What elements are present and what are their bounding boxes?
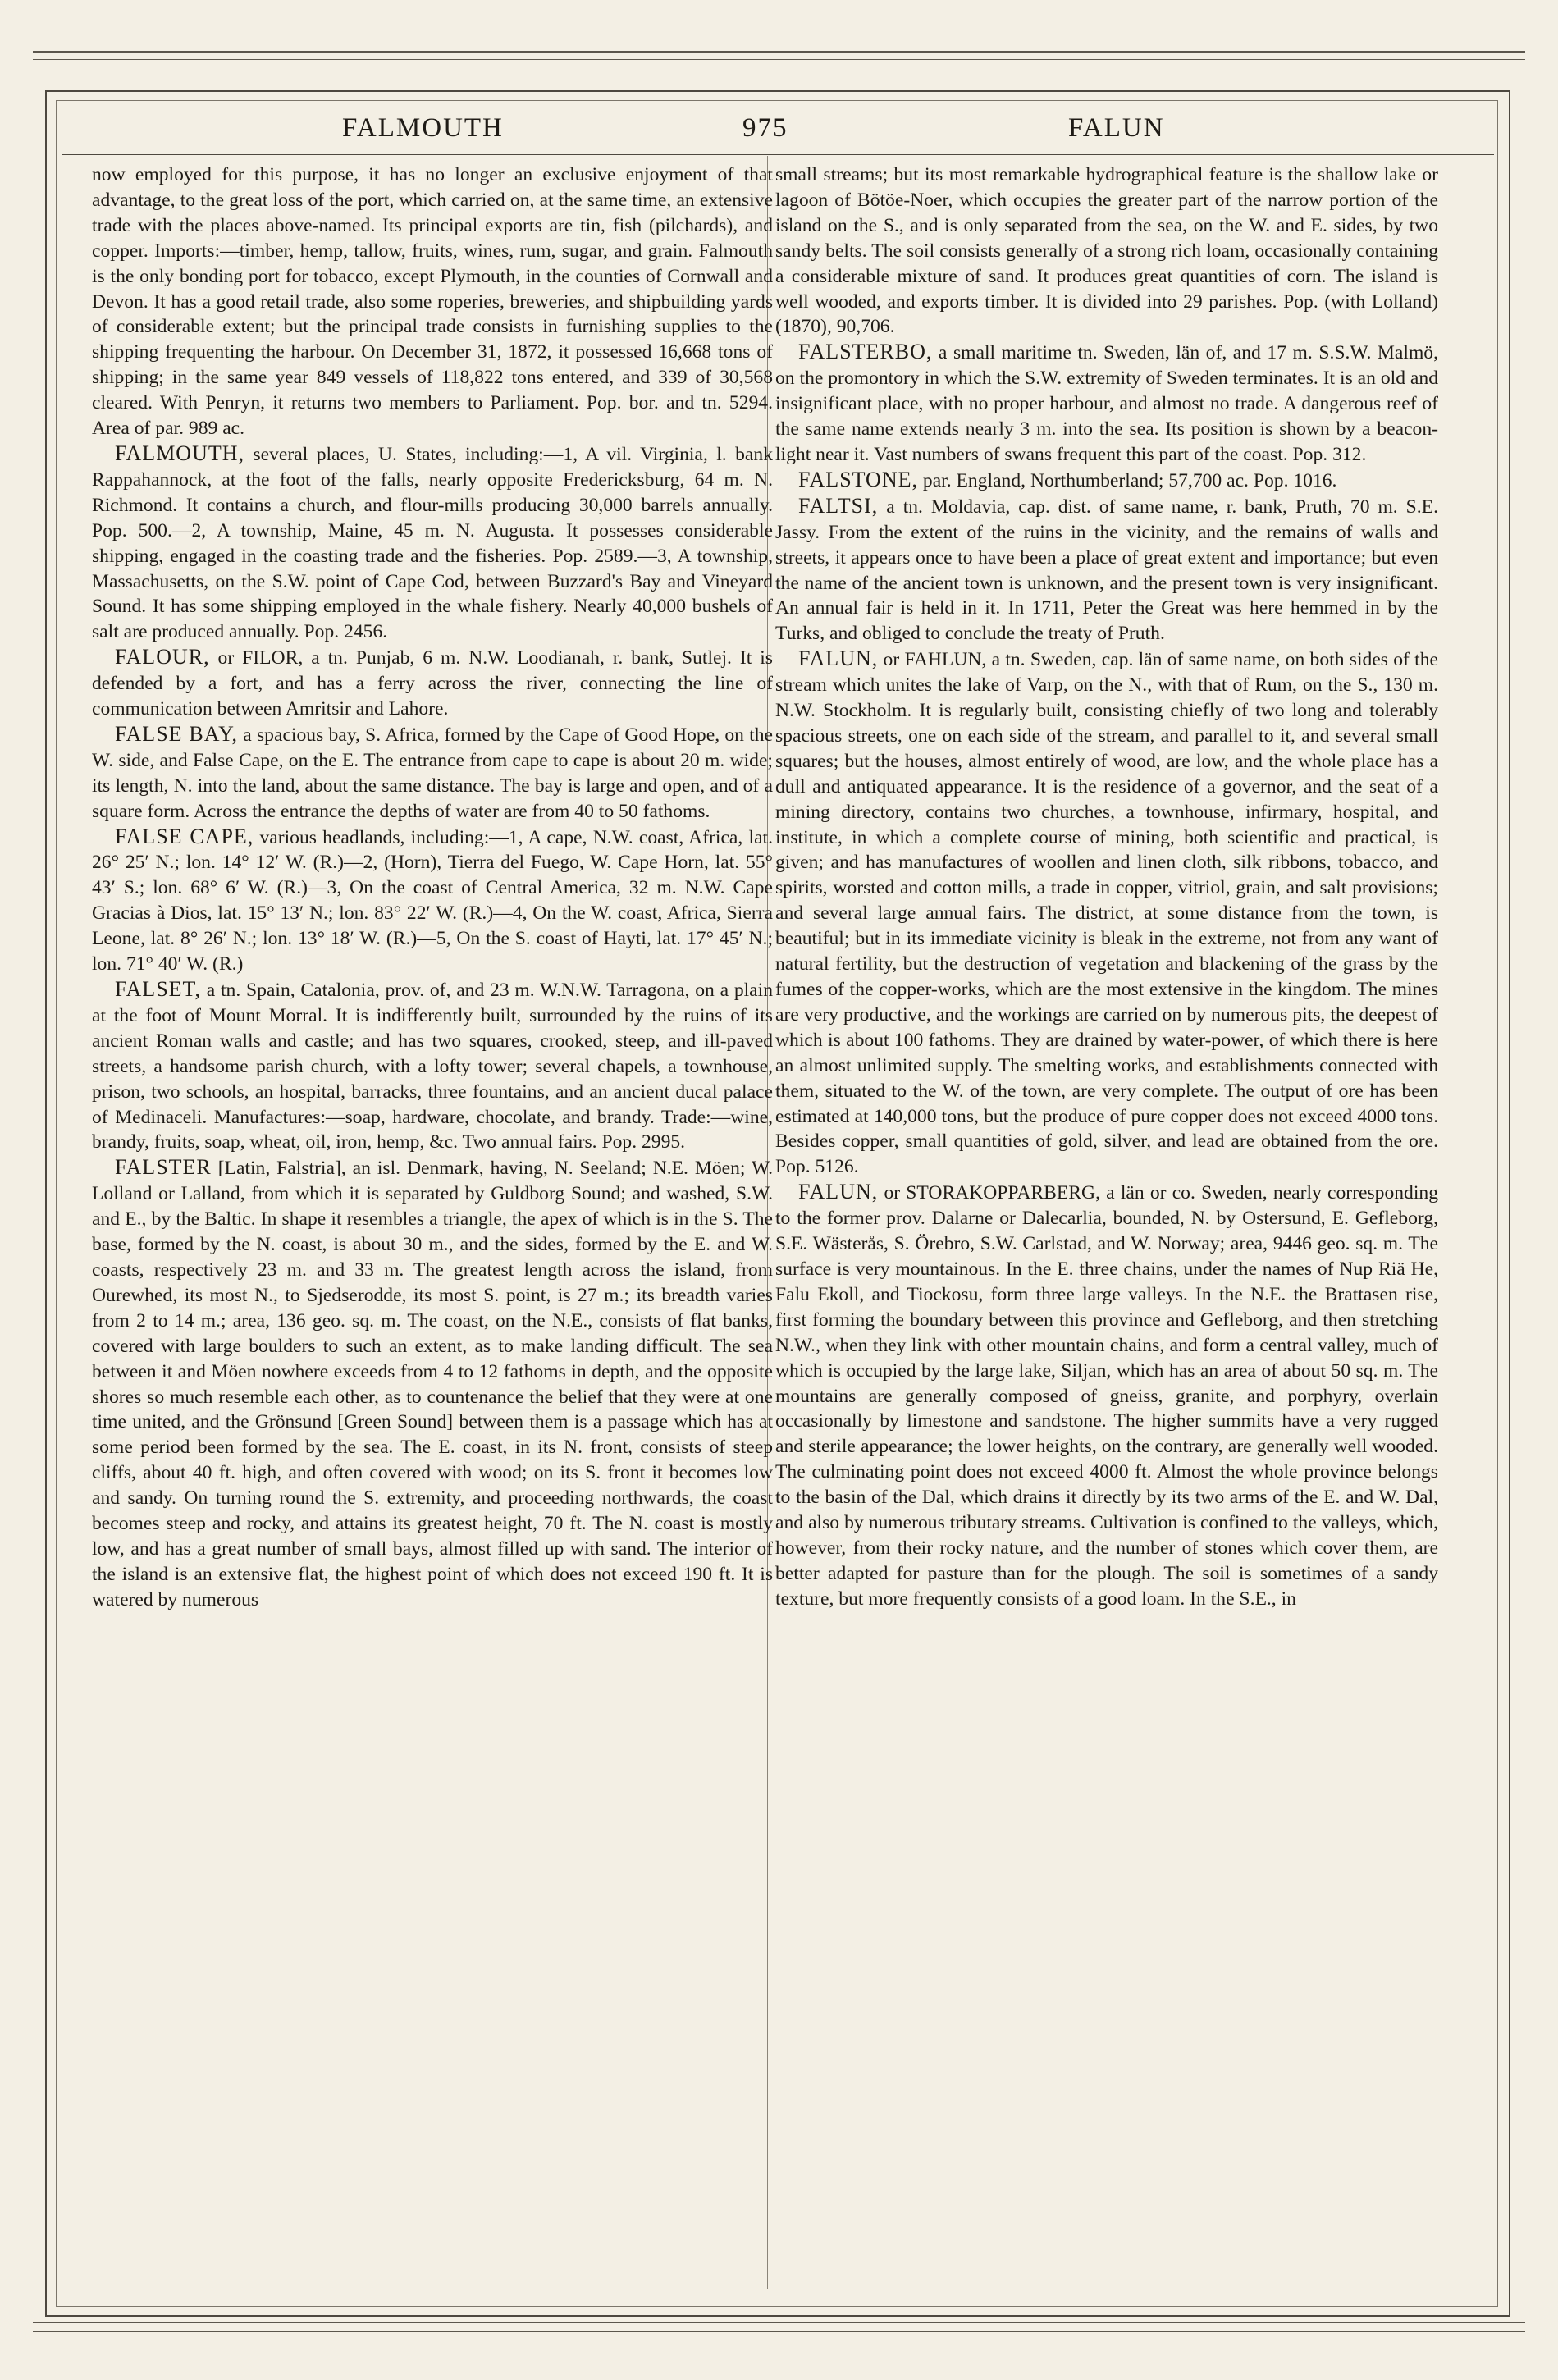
header-right-word: FALUN <box>1068 113 1165 143</box>
headword: FALSTERBO, <box>798 340 933 364</box>
entry-body: various headlands, including:—1, A cape, N.W. coast, Africa, lat. 26° 25′ N.; lon. 14° 12′ W. (R.)—2, (Horn), Tierra del Fuego, W. Cape Horn, lat. 55° 43′ S.; lon. 68° 6′ W. (R.)—3, On the coast of Central America, 32 m. N.W. Cape Gracias à Dios, lat. 15° 13′ N.; lon. 83° 22′ W. (R.)—4, On the W. coast, Africa, Sierra Leone, lat. 8° 26′ N.; lon. 13° 18′ W. (R.)—5, On the S. coast of Hayti, lat. 17° 45′ N.; lon. 71° 40′ W. (R.) <box>92 826 773 975</box>
entry-body: a spacious bay, S. Africa, formed by the Cape of Good Hope, on the W. side, and False Cape, on the E. The entrance from cape to cape is about 20 m. wide; its length, N. into the land, about the same distance. The bay is large and open, and of a square form. Across the entrance the depths of water are from 40 to 50 fathoms. <box>92 724 773 822</box>
entry-continuation: now employed for this purpose, it has no longer an exclusive enjoyment of that advantage, to the great loss of the port, which carried on, at the same time, an extensive trade with the places above-named. Its principal exports are tin, fish (pilchards), and copper. Imports:—timber, hemp, tallow, fruits, wines, rum, sugar, and grain. Falmouth is the only bonding port for tobacco, except Plymouth, in the counties of Cornwall and Devon. It has a good retail trade, also some roperies, breweries, and shipbuilding yards of considerable extent; but the principal trade consists in furnishing supplies to the shipping frequenting the harbour. On December 31, 1872, it possessed 16,668 tons of shipping; in the same year 849 vessels of 118,822 tons entered, and 339 of 30,568 cleared. With Penryn, it returns two members to Parliament. Pop. bor. and tn. 5294. Area of par. 989 ac. <box>92 164 773 440</box>
top-border-rule <box>33 51 1525 53</box>
entry-false-cape <box>92 825 773 977</box>
headword: FALMOUTH, <box>115 441 245 465</box>
headword: FALSET, <box>115 977 201 1001</box>
entry-body: or FAHLUN, a tn. Sweden, cap. län of same name, on both sides of the stream which unites the lake of Varp, on the N., with that of Rum, on the S., 130 m. N.W. Stockholm. It is regularly built, consisting chiefly of two long and tolerably spacious streets, one on each side of the stream, and parallel to it, and several small squares; but the houses, almost entirely of wood, are low, and the whole place has a dull and antiquated appearance. It is the residence of a governor, and the seat of a mining directory, contains two churches, a townhouse, infirmary, hospital, and institute, in which a complete course of mining, both scientific and practical, is given; and has manufactures of woollen and linen cloth, silk ribbons, tobacco, and spirits, worsted and cotton mills, a trade in copper, vitriol, grain, and salt provisions; and several large annual fairs. The district, at some distance from the town, is beautiful; but in its immediate vicinity is bleak in the extreme, not from any want of natural fertility, but the destruction of vegetation and blackening of the grass by the fumes of the copper-works, which are the most extensive in the kingdom. The mines are very productive, and the workings are carried on by numerous pits, the deepest of which is about 100 fathoms. They are drained by water-power, of which there is here an almost unlimited supply. The smelting works, and establishments connected with them, situated to the W. of the town, are very complete. The output of ore has been estimated at 140,000 tons, but the produce of pure copper does not exceed 4000 tons. Besides copper, small quantities of gold, silver, and lead are obtained from the ore. Pop. 5126. <box>775 649 1438 1178</box>
headword: FALSE CAPE, <box>115 824 254 848</box>
headword: FALSE BAY, <box>115 721 239 746</box>
entry-body: par. England, Northumberland; 57,700 ac. Pop. 1016. <box>918 469 1337 491</box>
entry-falun-town <box>775 646 1438 1180</box>
page-number: 975 <box>742 113 788 143</box>
header-left-word: FALMOUTH <box>342 113 504 143</box>
header-rule <box>62 154 1494 155</box>
left-column <box>92 162 773 2283</box>
entry-body: or FILOR, a tn. Punjab, 6 m. N.W. Loodianah, r. bank, Sutlej. It is defended by a fort, and has a ferry across the river, connecting the line of communication between Amritsir and Lahore. <box>92 647 773 720</box>
right-column <box>775 162 1438 2283</box>
entry-falset <box>92 977 773 1155</box>
headword: FALTSI, <box>798 493 879 518</box>
entry-falmouth-us <box>92 441 773 645</box>
entry-body: a small maritime tn. Sweden, län of, and 17 m. S.S.W. Malmö, on the promontory in which the S.W. extremity of Sweden terminates. It is an old and insignificant place, with no proper harbour, and almost no trade. A dangerous reef of the same name extends nearly 3 m. into the sea. Its position is shown by a beacon-light near it. Vast numbers of swans frequent this part of the coast. Pop. 312. <box>775 342 1438 465</box>
bottom-border-rule <box>33 2322 1525 2323</box>
entry-falsterbo <box>775 340 1438 468</box>
entry-body: a tn. Moldavia, cap. dist. of same name, r. bank, Pruth, 70 m. S.E. Jassy. From the extent of the ruins in the vicinity, and the remains of walls and streets, it appears once to have been a place of great extent and importance; but even the name of the ancient town is unknown, and the present town is very insignificant. An annual fair is held in it. In 1711, Peter the Great was here hemmed in by the Turks, and obliged to conclude the treaty of Pruth. <box>775 496 1438 645</box>
headword: FALUN, <box>798 646 879 671</box>
entry-falun-lan <box>775 1180 1438 1611</box>
headword: FALSTONE, <box>798 467 918 491</box>
entry-falster <box>92 1155 773 1612</box>
entry-body: a tn. Spain, Catalonia, prov. of, and 23 m. W.N.W. Tarragona, on a plain at the foot of Mount Morral. It is indifferently built, surrounded by the ruins of its ancient Roman walls and castle; and has two squares, crooked, steep, and ill-paved streets, a handsome parish church, with a lofty tower; several chapels, a townhouse, prison, two schools, an hospital, barracks, three fountains, and an ancient ducal palace of Medinaceli. Manufactures:—soap, hardware, chocolate, and brandy. Trade:—wine, brandy, fruits, soap, wheat, oil, iron, hemp, &c. Two annual fairs. Pop. 2995. <box>92 980 773 1153</box>
headword: FALSTER <box>115 1155 212 1180</box>
entry-falour <box>92 645 773 722</box>
entry-falstone <box>775 468 1438 494</box>
headword: FALUN, <box>798 1180 879 1204</box>
bottom-border-rule-thin <box>33 2331 1525 2332</box>
entry-body: several places, U. States, including:—1, A vil. Virginia, l. bank Rappahannock, at the foot of the falls, nearly opposite Fredericksburg, 64 m. N. Richmond. It contains a church, and flour-mills producing 30,000 barrels annually. Pop. 500.—2, A township, Maine, 45 m. N. Augusta. It possesses considerable shipping, engaged in the coasting trade and the fisheries. Pop. 2589.—3, A township, Massachusetts, on the S.W. point of Cape Cod, between Buzzard's Bay and Vineyard Sound. It has some shipping employed in the whale fishery. Nearly 40,000 bushels of salt are produced annually. Pop. 2456. <box>92 443 773 643</box>
entry-body: [Latin, Falstria], an isl. Denmark, having, N. Seeland; N.E. Möen; W. Lolland or Lalland, from which it is separated by Guldborg Sound; and washed, S.W. and E., by the Baltic. In shape it resembles a triangle, the apex of which is in the S. The base, formed by the N. coast, is about 30 m., and the sides, formed by the E. and W. coasts, respectively 23 m. and 33 m. The greatest length across the island, from Ourewhed, its most N., to Sjedserodde, its most S. point, is 27 m.; its breadth varies from 2 to 14 m.; area, 136 geo. sq. m. The coast, on the N.E., consists of flat banks, covered with large boulders to such an extent, as to make landing difficult. The sea between it and Möen nowhere exceeds from 4 to 12 fathoms in depth, and the opposite shores so much resemble each other, as to countenance the belief that they were at one time united, and the Grönsund [Green Sound] between them is a passage which has at some period been formed by the sea. The E. coast, in its N. front, consists of steep cliffs, about 40 ft. high, and often covered with wood; on its S. front it becomes low and sandy. On turning round the S. extremity, and proceeding northwards, the coast becomes steep and rocky, and attains its greatest height, 70 ft. The N. coast is mostly low, and has a great number of small bays, almost filled up with sand. The interior of the island is an extensive flat, the highest point of which does not exceed 190 ft. It is watered by numerous <box>92 1158 773 1610</box>
entry-faltsi <box>775 494 1438 646</box>
running-header <box>62 113 1491 151</box>
entry-body: or STORAKOPPARBERG, a län or co. Sweden, nearly corresponding to the former prov. Dalarne or Dalecarlia, bounded, N. by Ostersund, E. Gefleborg, S.E. Wästerås, S. Örebro, S.W. Carlstad, and W. Norway; area, 9446 geo. sq. m. The surface is very mountainous. In the E. three chains, under the names of Nup Riä He, Falu Ekoll, and Tiockosu, form three large valleys. In the N.E. the Brattasen rise, first forming the boundary between this province and Gefleborg, and then stretching N.W., when they link with other mountain chains, and form a central valley, much of which is occupied by the large lake, Siljan, which has an area of about 50 sq. m. The mountains are generally composed of gneiss, granite, and porphyry, overlain occasionally by limestone and sandstone. The higher summits have a very rugged and sterile appearance; the lower heights, on the contrary, are generally well wooded. The culminating point does not exceed 4000 ft. Almost the whole province belongs to the basin of the Dal, which drains it directly by its two arms of the E. and W. Dal, and also by numerous tributary streams. Cultivation is confined to the valleys, which, however, from their rocky nature, and the number of stones which cover them, are better adapted for pasture than for the plough. The soil is sometimes of a sandy texture, but more frequently consists of a good loam. In the S.E., in <box>775 1182 1438 1610</box>
top-border-rule-thin <box>33 59 1525 60</box>
entry-continuation: small streams; but its most remarkable hydrographical feature is the shallow lake or lagoon of Bötöe-Noer, which occupies the greater part of the narrow portion of the island on the S., and is only separated from the sea, on the W. and E. sides, by two sandy belts. The soil consists generally of a strong rich loam, occasionally containing a considerable mixture of sand. It produces great quantities of corn. The island is well wooded, and exports timber. It is divided into 29 parishes. Pop. (with Lolland) (1870), 90,706. <box>775 164 1438 338</box>
headword: FALOUR, <box>115 645 210 669</box>
entry-false-bay <box>92 722 773 825</box>
